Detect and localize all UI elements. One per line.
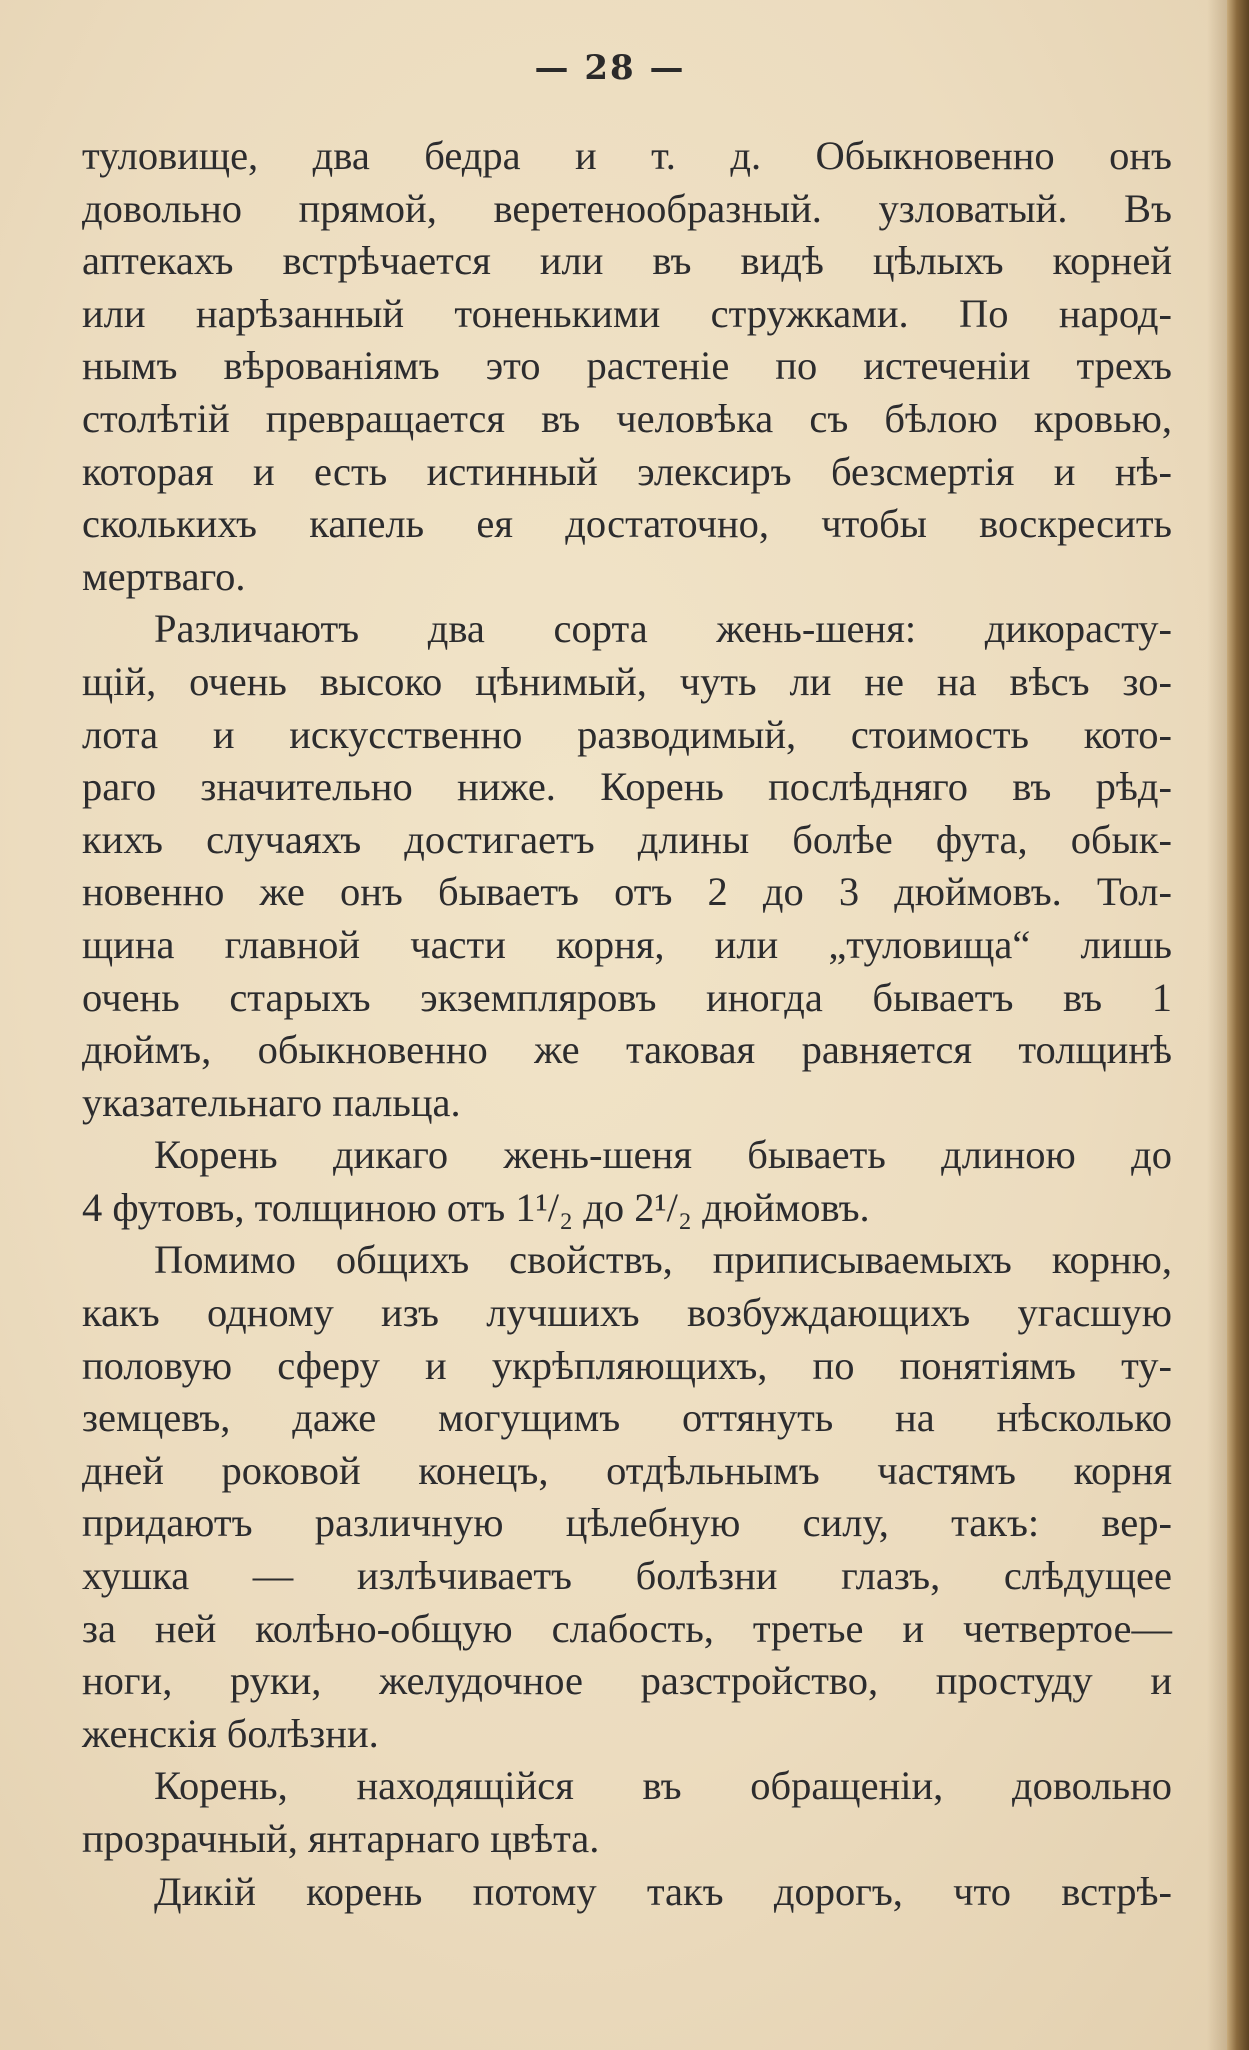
text-line: земцевъ, даже могущимъ оттянуть на нѣсколько	[82, 1395, 1172, 1441]
text-line: прозрачный, янтарнаго цвѣта.	[82, 1816, 600, 1861]
text-line: столѣтій превращается въ человѣка съ бѣлою кровью,	[82, 395, 1172, 441]
text-line: дюймъ, обыкновенно же таковая равняется толщинѣ	[82, 1027, 1172, 1073]
text-line: Различаютъ два сорта жень-шеня: дикорасту-	[154, 606, 1172, 652]
paragraph	[82, 603, 1172, 1129]
text-line: за ней колѣно-общую слабость, третье и четвертое—	[82, 1605, 1172, 1651]
text-line: щій, очень высоко цѣнимый, чуть ли не на вѣсъ зо-	[82, 658, 1172, 704]
text-line: 4 футовъ, толщиною отъ 1¹/₂ до 2¹/₂ дюймовъ.	[82, 1184, 870, 1230]
text-line: мертваго.	[82, 553, 246, 599]
text-line: или нарѣзанный тоненькими стружками. По народ-	[82, 290, 1172, 336]
text-line: аптекахъ встрѣчается или въ видѣ цѣлыхъ корней	[82, 238, 1172, 284]
text-line: очень старыхъ экземпляровъ иногда бываетъ въ 1	[82, 974, 1172, 1020]
text-line: сколькихъ капель ея достаточно, чтобы воскресить	[82, 501, 1172, 547]
body-text	[82, 130, 1172, 1918]
page-number: — 28 —	[534, 48, 686, 88]
text-line: женскія болѣзни.	[82, 1710, 379, 1756]
paragraph	[82, 1129, 1172, 1234]
text-line: щина главной части корня, или „туловища“ лишь	[82, 921, 1172, 967]
text-line: лота и искусственно разводимый, стоимость кото-	[82, 711, 1172, 757]
text-line: указательнаго пальца.	[82, 1079, 461, 1125]
text-line: хушка — излѣчиваетъ болѣзни глазъ, слѣдущее	[82, 1553, 1172, 1599]
text-line: Помимо общихъ свойствъ, приписываемыхъ корню,	[154, 1237, 1172, 1283]
paragraph	[82, 1760, 1172, 1865]
text-line: придаютъ различную цѣлебную силу, такъ: вер-	[82, 1500, 1172, 1546]
text-line: раго значительно ниже. Корень послѣдняго въ рѣд-	[82, 764, 1172, 810]
spine-shadow	[1207, 0, 1227, 2050]
text-line: которая и есть истинный элексиръ безсмертія и нѣ-	[82, 448, 1172, 494]
book-spine	[1227, 0, 1249, 2050]
text-line: нымъ вѣрованіямъ это растеніе по истеченіи трехъ	[82, 343, 1172, 389]
text-line: новенно же онъ бываетъ отъ 2 до 3 дюймовъ. Тол-	[82, 869, 1172, 915]
text-line: половую сферу и укрѣпляющихъ, по понятіямъ ту-	[82, 1342, 1172, 1388]
text-line: ноги, руки, желудочное разстройство, простуду и	[82, 1658, 1172, 1704]
text-line: кихъ случаяхъ достигаетъ длины болѣе фута, обык-	[82, 816, 1172, 862]
text-line: дней роковой конецъ, отдѣльнымъ частямъ корня	[82, 1447, 1172, 1493]
text-line: Дикій корень потому такъ дорогъ, что встрѣ-	[154, 1868, 1172, 1914]
text-line: туловище, два бедра и т. д. Обыкновенно онъ	[82, 133, 1172, 178]
text-line: Корень дикаго жень-шеня бываеть длиною до	[154, 1132, 1172, 1178]
paragraph	[82, 1234, 1172, 1760]
text-line: Корень, находящійся въ обращеніи, довольно	[154, 1763, 1172, 1809]
paragraph	[82, 1866, 1172, 1919]
paragraph	[82, 130, 1172, 603]
text-line: довольно прямой, веретенообразный. узловатый. Въ	[82, 185, 1172, 231]
text-line: какъ одному изъ лучшихъ возбуждающихъ угасшую	[82, 1290, 1172, 1336]
